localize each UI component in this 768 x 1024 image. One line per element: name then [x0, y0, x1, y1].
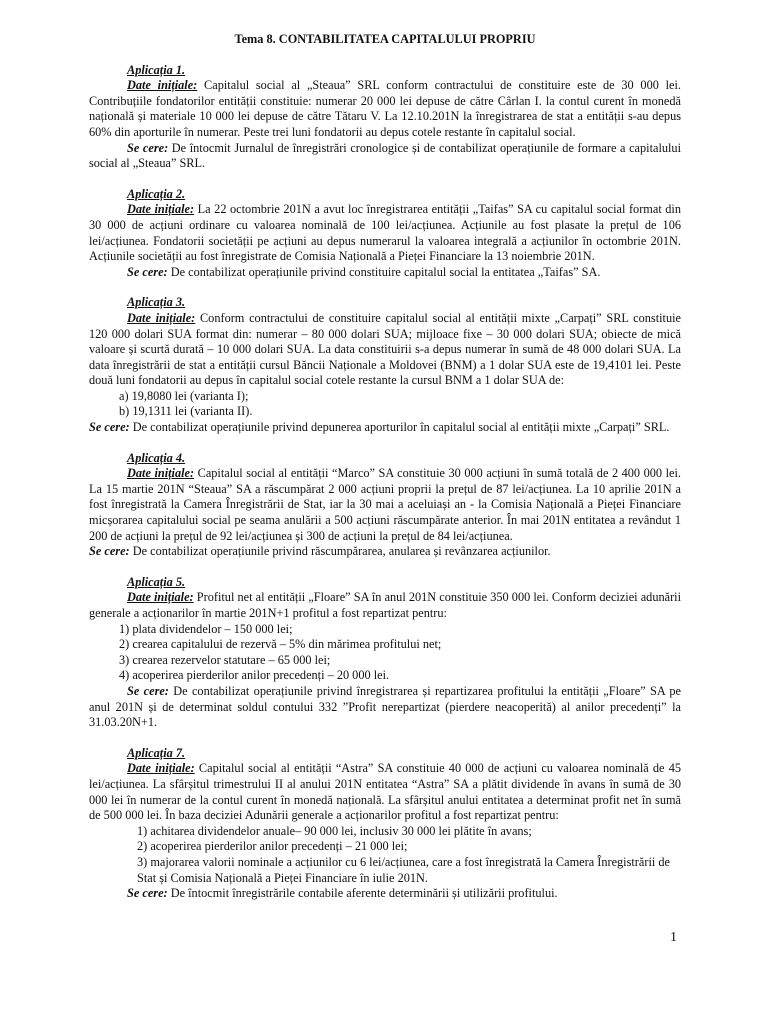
task-label: Se cere: [127, 683, 169, 698]
application-text: Date inițiale: Capitalul social al entității “Astra” SA constituie 40 000 de acțiuni cu valoarea nominală de 45 lei/acțiunea. La sfârșitul trimestrului II al anului 201N entitatea “Astra” SA a plătit dividende în avans în sumă de 30 000 lei în numerar de la contul curent în monedă națională. La sfârșitul anului entitatea a determinat profit net în sumă de 500 000 lei. În baza deciziei Adunării generale a acționarilor profitul a fost repartizat pentru: [89, 761, 681, 823]
application-task: Se cere: De contabilizat operațiunile privind răscumpărarea, anularea și revânzarea acțiunilor. [89, 544, 551, 559]
application-task: Se cere: De întocmit Jurnalul de înregistrări cronologice și de contabilizat operațiunile de formare a capitalului social al „Steaua” SRL. [89, 140, 681, 171]
application-task: Se cere: De întocmit înregistrările contabile aferente determinării și utilizării profitului. [127, 886, 558, 901]
document-page [89, 32, 681, 902]
application-2 [89, 187, 681, 281]
application-text: Date inițiale: Capitalul social al entității “Marco” SA constituie 30 000 acțiuni în sumă totală de 2 400 000 lei. La 15 martie 201N “Steaua” SA a răscumpărat 2 000 acțiuni proprii la prețul de 87 lei/acțiunea. La 10 aprilie 201N a fost înregistrată la Camera Înregistrării de Stat, iar la 30 mai a aceluiași an - la Comisia Națională a Pieței Financiare micșorarea capitalului social pe seama anulării a 500 acțiuni răscumpărate anterior. În mai 201N entitatea a revândut 1 200 de acțiuni la prețul de 92 lei/acțiunea și 300 de acțiuni la prețul de 84 lei/acțiunea. [89, 466, 681, 543]
application-title: Aplicația 2. [127, 186, 186, 201]
list-item: 1) plata dividendelor – 150 000 lei; [119, 621, 293, 636]
application-text: Date inițiale: La 22 octombrie 201N a avut loc înregistrarea entității „Taifas” SA cu capitalul social format din 30 000 de acțiuni ordinare cu valoarea nominală de 100 lei/acțiunea. Acțiunile au fost plasate la prețul de 106 lei/acțiunea. Fondatorii societății pe acțiuni au depus numerarul la valoarea integrală a acțiunilor în octombrie 201N. Acțiunile societății au fost înregistrate de Comisia Națională a Pieței Financiare la 13 noiembrie 201N. [89, 202, 682, 264]
application-7 [89, 746, 681, 902]
list-item: 2) acoperirea pierderilor anilor precedenți – 21 000 lei; [137, 839, 408, 854]
application-title: Aplicația 7. [127, 745, 186, 760]
initial-data-label: Date inițiale: [127, 78, 198, 93]
list-item: a) 19,8080 lei (varianta I); [119, 388, 249, 403]
application-task: Se cere: De contabilizat operațiunile privind înregistrarea și repartizarea profitului la entității „Floare” SA pe anul 201N și de determinat soldul contului 332 ”Profit nerepartizat (pierdere neacoperită) al anilor precedenți” la 31.03.20N+1. [89, 683, 681, 730]
initial-data-label: Date inițiale: [127, 761, 195, 776]
page-number: 1 [670, 930, 677, 945]
application-text: Date inițiale: Capitalul social al „Steaua” SRL conform contractului de constituire este de 30 000 lei. Contribuțiile fondatorilor entității constituie: numerar 20 000 lei depuse de către Cârlan I. la contul curent în monedă națională și materiale 10 000 lei depuse de către Tătaru V. La 12.10.201N la înregistrarea de stat a entității s-au depus 60% din aporturile în numerar. Peste trei luni fondatorii au depus cotele restante în capitalul social. [89, 78, 681, 139]
initial-data-label: Date inițiale: [127, 310, 196, 325]
application-title: Aplicația 1. [127, 62, 186, 77]
application-text: Date inițiale: Conform contractului de constituire capitalul social al entității mixte „Carpați” SRL constituie 120 000 dolari SUA format din: numerar – 80 000 dolari SUA; mijloace fixe – 30 000 dolari SUA; obiecte de mică valoare și scurtă durată – 10 000 dolari SUA. La data constituirii s-a depus numerar în sumă de 48 000 dolari SUA. La data înregistrării de stat a entității cursul Băncii Naționale a Moldovei (BNM) a 1 dolar SUA este de 19,4101 lei. Peste două luni fondatorii au depus în capitalul social cotele restante la cursul BNM a 1 dolar SUA de: [89, 310, 681, 388]
application-5 [89, 575, 681, 731]
initial-data-label: Date inițiale: [127, 590, 194, 605]
list-item: 2) crearea capitalului de rezervă – 5% din mărimea profitului net; [119, 637, 442, 652]
task-label: Se cere: [89, 420, 130, 435]
list-item: b) 19,1311 lei (varianta II). [119, 404, 253, 419]
list-item: 3) majorarea valorii nominale a acțiunilor cu 6 lei/acțiunea, care a fost înregistrată la Camera Înregistrării de Stat și Comisia Națională a Pieței Financiare în iulie 201N. [137, 854, 670, 885]
list-item: 4) acoperirea pierderilor anilor precedenți – 20 000 lei. [119, 668, 390, 683]
application-title: Aplicația 3. [127, 295, 186, 310]
application-4 [89, 451, 681, 560]
list-item: 1) achitarea dividendelor anuale– 90 000 lei, inclusiv 30 000 lei plătite în avans; [137, 823, 532, 838]
list-item: 3) crearea rezervelor statutare – 65 000 lei; [119, 652, 331, 667]
distribution-list [89, 824, 681, 886]
application-1 [89, 63, 681, 172]
document-title: Tema 8. CONTABILITATEA CAPITALULUI PROPRIU [234, 32, 536, 46]
task-label: Se cere: [127, 264, 168, 279]
task-label: Se cere: [127, 886, 168, 901]
initial-data-label: Date inițiale: [127, 466, 195, 481]
application-title: Aplicația 5. [127, 574, 186, 589]
initial-data-label: Date inițiale: [127, 202, 195, 217]
task-label: Se cere: [89, 544, 130, 559]
application-3 [89, 295, 681, 435]
application-task: Se cere: De contabilizat operațiunile privind constituire capitalul social la entitatea „Taifas” SA. [127, 264, 601, 279]
variant-list [89, 389, 681, 420]
application-task: Se cere: De contabilizat operațiunile privind depunerea aporturilor în capitalul social al entității mixte „Carpați” SRL. [89, 420, 670, 435]
application-text: Date inițiale: Profitul net al entității „Floare” SA în anul 201N constituie 350 000 lei. Conform deciziei adunării generale a acționarilor în martie 201N+1 profitul a fost repartizat pentru: [89, 590, 682, 620]
distribution-list [89, 622, 681, 684]
application-title: Aplicația 4. [127, 450, 186, 465]
task-label: Se cere: [127, 140, 169, 155]
